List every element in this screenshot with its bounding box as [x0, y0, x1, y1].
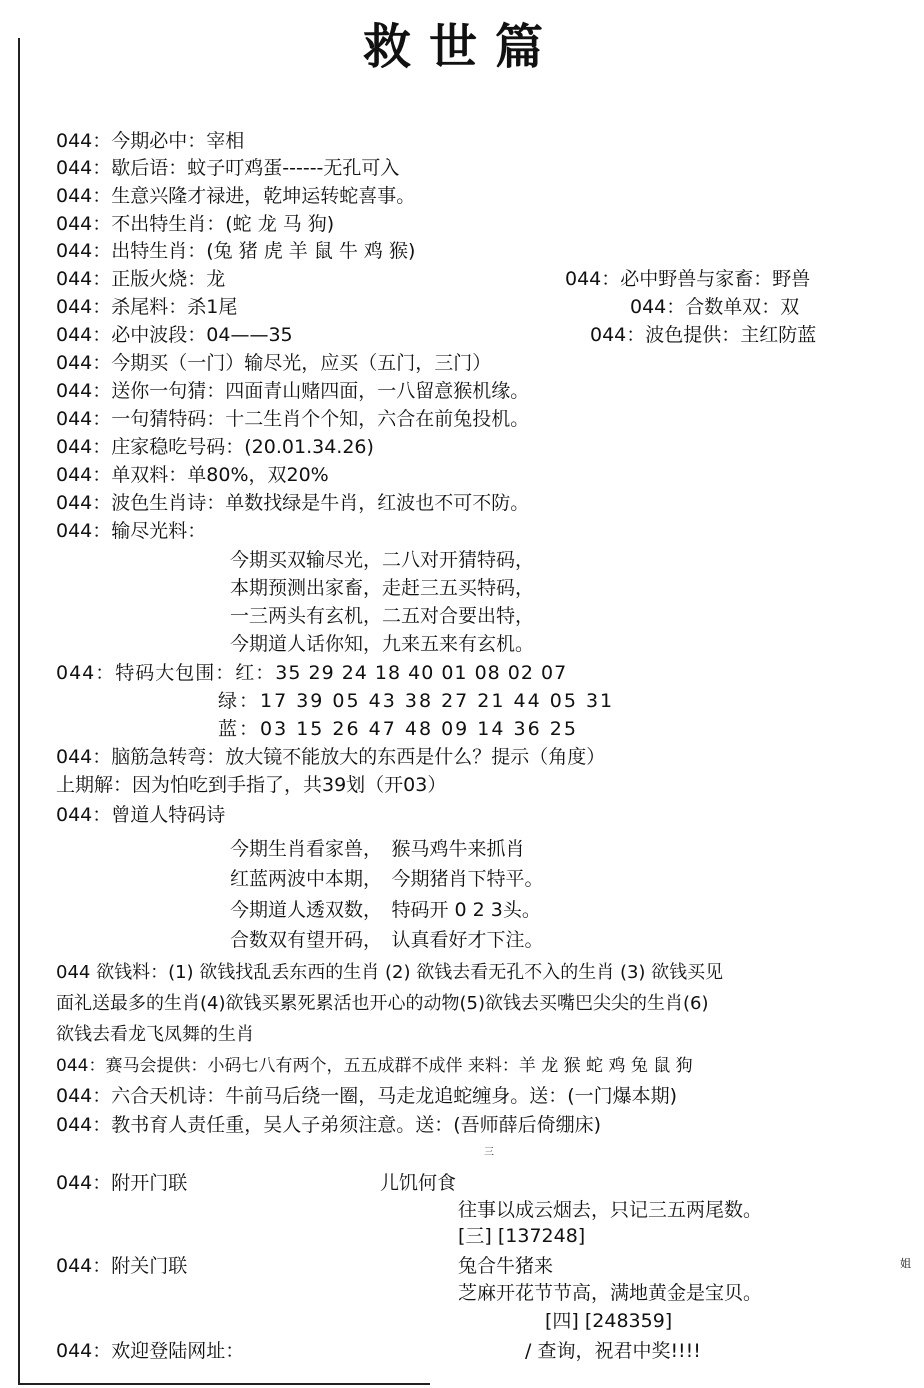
line-teaching: 044：教书育人责任重，吴人子弟须注意。送：(吾师薛后倚绷床) [56, 1114, 602, 1136]
side-fragment: 姐 [900, 1257, 911, 1270]
line-couplet-code-1: [三] [137248] [458, 1225, 586, 1247]
center-mark: 三 [484, 1147, 494, 1158]
taoist-poem-line-2: 红蓝两波中本期， 今期猪肖下特平。 [230, 868, 544, 890]
line-couplet-verse-1: 往事以成云烟去，只记三五两尾数。 [458, 1199, 763, 1221]
line-money-2: 面礼送最多的生肖(4)欲钱买累死累活也开心的动物(5)欲钱去买嘴巴尖尖的生肖(6) [56, 993, 709, 1014]
line-couplet-verse-2: 芝麻开花节节高，满地黄金是宝贝。 [458, 1282, 763, 1304]
poem-line-3: 一三两头有玄机，二五对合要出特， [230, 605, 535, 627]
line-open-couplet-label: 044：附开门联 [56, 1172, 188, 1194]
poem-line-4: 今期道人话你知，九来五来有玄机。 [230, 633, 535, 655]
line-riddle-code: 044：一句猜特码：十二生肖个个知，六合在前兔投机。 [56, 408, 530, 430]
line-riddle: 044：送你一句猜：四面青山赌四面，一八留意猴机缘。 [56, 380, 530, 402]
line-saying: 044：歇后语：蚊子叮鸡蛋------无孔可入 [56, 157, 400, 179]
line-wave-range: 044：必中波段：04——35 [56, 324, 293, 346]
line-kill-tail: 044：杀尾料：杀1尾 [56, 296, 238, 318]
line-business: 044：生意兴隆才禄进，乾坤运转蛇喜事。 [56, 185, 416, 207]
line-beast-vs-domestic: 044：必中野兽与家畜：野兽 [565, 268, 811, 290]
taoist-poem-line-1: 今期生肖看家兽， 猴马鸡牛来抓肖 [230, 838, 525, 860]
line-wave-color: 044：波色提供：主红防蓝 [590, 324, 817, 346]
line-odd-even-ratio: 044：单双料：单80%，双20% [56, 464, 329, 486]
line-green-numbers: 绿：17 39 05 43 38 27 21 44 05 31 [218, 690, 615, 712]
line-open-couplet-text: 儿饥何食 [380, 1172, 457, 1194]
taoist-poem-line-4: 合数双有望开码， 认真看好才下注。 [230, 929, 544, 951]
line-brain-teaser: 044：脑筋急转弯：放大镜不能放大的东西是什么？提示（角度） [56, 746, 606, 768]
line-query-wish: / 查询，祝君中奖!!!! [525, 1340, 701, 1362]
line-buy-doors: 044：今期买（一门）输尽光，应买（五门，三门） [56, 352, 492, 374]
page-title: 救世篇 [362, 19, 561, 75]
line-money-3: 欲钱去看龙飞凤舞的生肖 [56, 1024, 254, 1045]
line-money-1: 044 欲钱料：(1) 欲钱找乱丢东西的生肖 (2) 欲钱去看无孔不入的生肖 (3) 欲钱买见 [56, 962, 724, 983]
line-banker-numbers: 044：庄家稳吃号码：(20.01.34.26) [56, 436, 374, 458]
poem-line-2: 本期预测出家畜，走赶三五买特码， [230, 577, 535, 599]
line-close-couplet-text: 兔合牛猪来 [458, 1255, 554, 1277]
line-fire-burn: 044：正版火烧：龙 [56, 268, 226, 290]
line-heaven-poem: 044：六合天机诗：牛前马后绕一圈，马走龙追蛇缠身。送：(一门爆本期) [56, 1085, 678, 1107]
left-border-line [18, 38, 20, 1383]
line-blue-numbers: 蓝：03 15 26 47 48 09 14 36 25 [218, 718, 578, 740]
line-last-answer: 上期解：因为怕吃到手指了，共39划（开03） [56, 774, 447, 796]
line-out-zodiac: 044：出特生肖：(兔 猪 虎 羊 鼠 牛 鸡 猴) [56, 240, 416, 262]
line-taoist-poem-header: 044：曾道人特码诗 [56, 804, 226, 826]
line-lose-all-header: 044：输尽光料： [56, 520, 207, 542]
line-close-couplet-label: 044：附关门联 [56, 1255, 188, 1277]
line-no-zodiac: 044：不出特生肖：(蛇 龙 马 狗) [56, 213, 335, 235]
line-sum-odd-even: 044：合数单双：双 [630, 296, 800, 318]
poem-line-1: 今期买双输尽光，二八对开猜特码， [230, 549, 535, 571]
taoist-poem-line-3: 今期道人透双数， 特码开 0 2 3头。 [230, 899, 541, 921]
line-website-label: 044：欢迎登陆网址： [56, 1340, 245, 1362]
line-must-win: 044：今期必中：宰相 [56, 130, 245, 152]
line-wave-poem: 044：波色生肖诗：单数找绿是牛肖，红波也不可不防。 [56, 492, 530, 514]
line-jockey-club: 044：赛马会提供：小码七八有两个，五五成群不成伴 来料：羊 龙 猴 蛇 鸡 兔 鼠 狗 [56, 1056, 693, 1076]
line-red-numbers: 044：特码大包围：红：35 29 24 18 40 01 08 02 07 [56, 662, 568, 684]
line-couplet-code-2: [四] [248359] [545, 1310, 673, 1332]
bottom-border-line [18, 1383, 430, 1385]
